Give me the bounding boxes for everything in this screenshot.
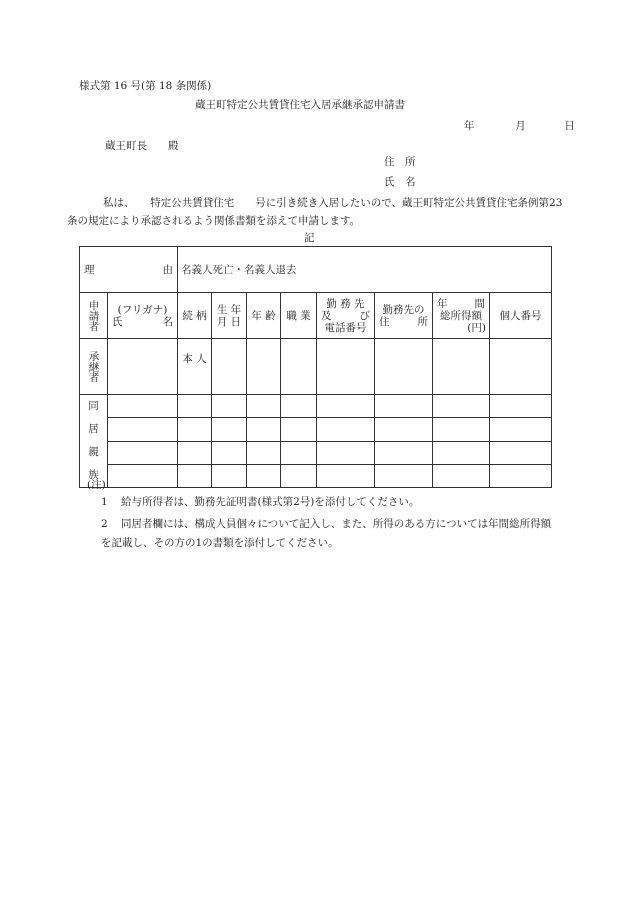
family-row <box>80 395 552 418</box>
family-cell[interactable] <box>433 441 490 464</box>
family-cell[interactable] <box>281 464 317 487</box>
family-cell[interactable] <box>375 418 433 441</box>
name-header-cell <box>108 293 178 339</box>
workplace-header-top: 勤 務 先 <box>326 297 365 310</box>
family-cell[interactable] <box>490 418 552 441</box>
successor-row <box>80 339 552 395</box>
family-label-char: 居 <box>88 423 99 435</box>
workaddr-header-bottom-left: 住 <box>379 315 390 328</box>
workplace-header-bottom: 電話番号 <box>324 321 367 334</box>
income-header-bottom: (円) <box>467 321 486 334</box>
family-cell[interactable] <box>212 464 247 487</box>
family-cell[interactable] <box>212 418 247 441</box>
note-text: 給与所得者は、勤務先証明書(様式第2号)を添付してください。 <box>121 496 420 508</box>
successor-relation-cell: 本 人 <box>178 339 212 395</box>
address-label: 住 所 <box>384 156 416 168</box>
reason-row <box>80 247 552 293</box>
application-table <box>79 246 552 488</box>
family-cell[interactable] <box>247 395 281 418</box>
income-header-mid: 総所得額 <box>440 309 482 322</box>
note-text: 同居者欄には、構成人員個々について記入し、また、所得のある方については年間総所得額を記載し、その方の1の書類を添付してください。 <box>101 518 552 549</box>
successor-label: 承継者 <box>87 350 100 383</box>
family-label-char: 同 <box>88 400 99 412</box>
family-cell[interactable] <box>178 441 212 464</box>
name-header-left: 氏 <box>112 315 123 328</box>
reason-value: 名義人死亡・名義人退去 <box>181 263 297 276</box>
family-cell[interactable] <box>178 464 212 487</box>
family-cell[interactable] <box>490 464 552 487</box>
family-cell[interactable] <box>433 395 490 418</box>
family-row <box>80 441 552 464</box>
family-cell[interactable] <box>212 395 247 418</box>
family-cell[interactable] <box>317 441 375 464</box>
personal-number-header: 個人番号 <box>490 293 552 339</box>
family-cell[interactable] <box>108 418 178 441</box>
family-cell[interactable] <box>108 441 178 464</box>
successor-personal-no-cell[interactable] <box>490 339 552 395</box>
reason-label-right: 由 <box>162 263 173 276</box>
birth-header-top: 生 年 <box>216 303 242 316</box>
note-number: 2 <box>101 518 108 530</box>
workplace-header-mid-left: 及 <box>321 309 332 322</box>
family-cell[interactable] <box>247 464 281 487</box>
age-header: 年 齢 <box>247 293 281 339</box>
workaddr-header-bottom-right: 所 <box>417 315 428 328</box>
workaddr-header-cell <box>375 293 433 339</box>
furigana-header: (フリガナ) <box>117 303 168 316</box>
date-line <box>464 120 575 133</box>
applicant-label-cell <box>80 293 108 339</box>
successor-workplace-cell[interactable] <box>317 339 375 395</box>
family-label-cell <box>80 395 108 488</box>
family-label-char: 族 <box>88 469 99 481</box>
workplace-header-mid-right: び <box>359 309 370 322</box>
application-statement: 私は、 特定公共賃貸住宅 号に引き続き入居したいので、蔵王町特定公共賃貸住宅条例第23条の規定により承認されるよう関係書類を添えて申請します。 <box>67 197 563 227</box>
header-row <box>80 293 552 339</box>
birth-header-bottom: 月 日 <box>216 315 242 328</box>
name-label: 氏 名 <box>384 176 416 188</box>
family-cell[interactable] <box>490 441 552 464</box>
family-cell[interactable] <box>281 395 317 418</box>
family-cell[interactable] <box>317 395 375 418</box>
family-cell[interactable] <box>212 441 247 464</box>
income-header-top-left: 年 <box>437 297 448 310</box>
family-cell[interactable] <box>433 464 490 487</box>
family-cell[interactable] <box>247 418 281 441</box>
family-cell[interactable] <box>178 418 212 441</box>
note-item <box>101 496 419 509</box>
reason-label-left: 理 <box>84 263 95 276</box>
successor-birth-cell[interactable] <box>212 339 247 395</box>
document-title: 蔵王町特定公共賃貸住宅入居承継承認申請書 <box>195 99 405 111</box>
relation-header: 続 柄 <box>178 293 212 339</box>
reason-value-cell[interactable] <box>178 247 552 293</box>
note-number: 1 <box>101 496 108 508</box>
family-cell[interactable] <box>375 441 433 464</box>
family-cell[interactable] <box>375 395 433 418</box>
workaddr-header-top: 勤務先の <box>382 303 425 316</box>
income-header-top-right: 間 <box>474 297 485 310</box>
family-cell[interactable] <box>317 418 375 441</box>
family-row <box>80 464 552 487</box>
reason-label-cell <box>80 247 178 293</box>
family-cell[interactable] <box>178 395 212 418</box>
note-item <box>101 515 553 553</box>
successor-occupation-cell[interactable] <box>281 339 317 395</box>
workplace-header-cell <box>317 293 375 339</box>
family-label-char: 親 <box>88 446 99 458</box>
birth-header-cell <box>212 293 247 339</box>
successor-label-cell <box>80 339 108 395</box>
date-day-label: 日 <box>564 120 575 132</box>
notes-heading: (注) <box>87 479 106 491</box>
family-cell[interactable] <box>375 464 433 487</box>
date-month-label: 月 <box>515 120 526 132</box>
family-cell[interactable] <box>317 464 375 487</box>
family-cell[interactable] <box>108 395 178 418</box>
ki-heading: 記 <box>304 232 315 244</box>
successor-income-cell[interactable] <box>433 339 490 395</box>
date-year-label: 年 <box>464 120 475 132</box>
successor-workaddr-cell[interactable] <box>375 339 433 395</box>
successor-age-cell[interactable] <box>247 339 281 395</box>
successor-name-cell[interactable] <box>108 339 178 395</box>
family-cell[interactable] <box>490 395 552 418</box>
family-cell[interactable] <box>281 441 317 464</box>
family-cell[interactable] <box>108 464 178 487</box>
form-number: 様式第 16 号(第 18 条関係) <box>79 80 212 92</box>
family-cell[interactable] <box>247 441 281 464</box>
family-cell[interactable] <box>281 418 317 441</box>
income-header-cell <box>433 293 490 339</box>
family-row <box>80 418 552 441</box>
applicant-label: 申請者 <box>87 299 100 332</box>
addressee: 蔵王町長 殿 <box>105 140 179 152</box>
name-header-right: 名 <box>162 315 173 328</box>
occupation-header: 職 業 <box>281 293 317 339</box>
family-cell[interactable] <box>433 418 490 441</box>
